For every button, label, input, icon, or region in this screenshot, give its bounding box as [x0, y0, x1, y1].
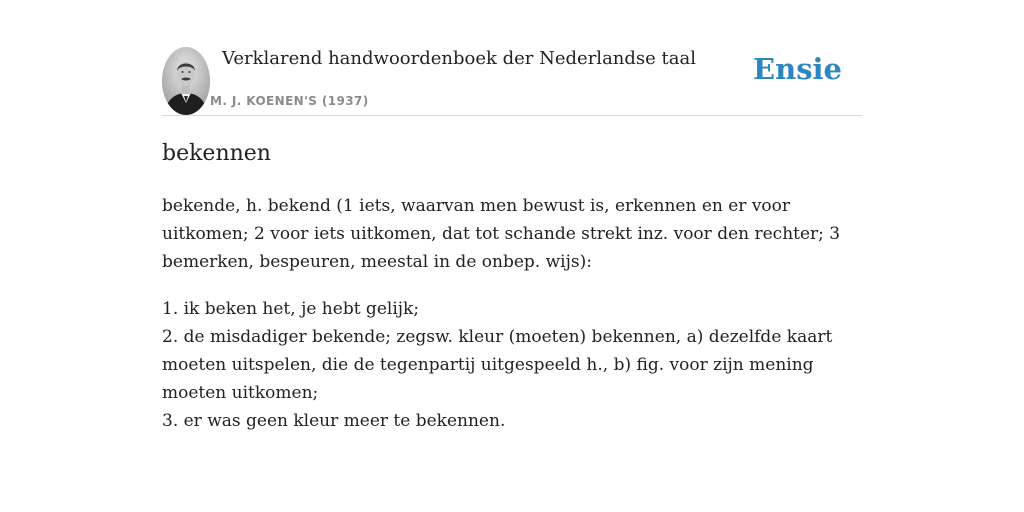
entry-definition: bekende, h. bekend (1 iets, waarvan men bewust is, erkennen en er voor uitkomen; 2 voor iets uitkomen, dat tot schande strekt inz. voor den rechter; 3 bemerken, bespeuren, meestal in de onbep. wijs): — [162, 196, 841, 272]
example-item: 2. de misdadiger bekende; zegsw. kleur (moeten) bekennen, a) dezelfde kaart moeten uitspelen, die de tegenpartij uitgespeeld h., b) fig. voor zijn mening moeten uitkomen; — [162, 327, 833, 403]
entry-headword: bekennen — [162, 141, 271, 166]
ensie-logo-link[interactable]: Ensie — [753, 52, 842, 86]
dictionary-title[interactable]: Verklarend handwoordenboek der Nederlandse taal — [222, 48, 696, 69]
entry-body — [162, 192, 862, 435]
page-header — [162, 46, 862, 116]
author-portrait-icon — [162, 47, 210, 115]
entry-examples — [162, 295, 862, 435]
example-item: 1. ik beken het, je hebt gelijk; — [162, 299, 420, 319]
example-item: 3. er was geen kleur meer te bekennen. — [162, 411, 506, 431]
dictionary-author: M. J. KOENEN'S (1937) — [210, 94, 369, 108]
